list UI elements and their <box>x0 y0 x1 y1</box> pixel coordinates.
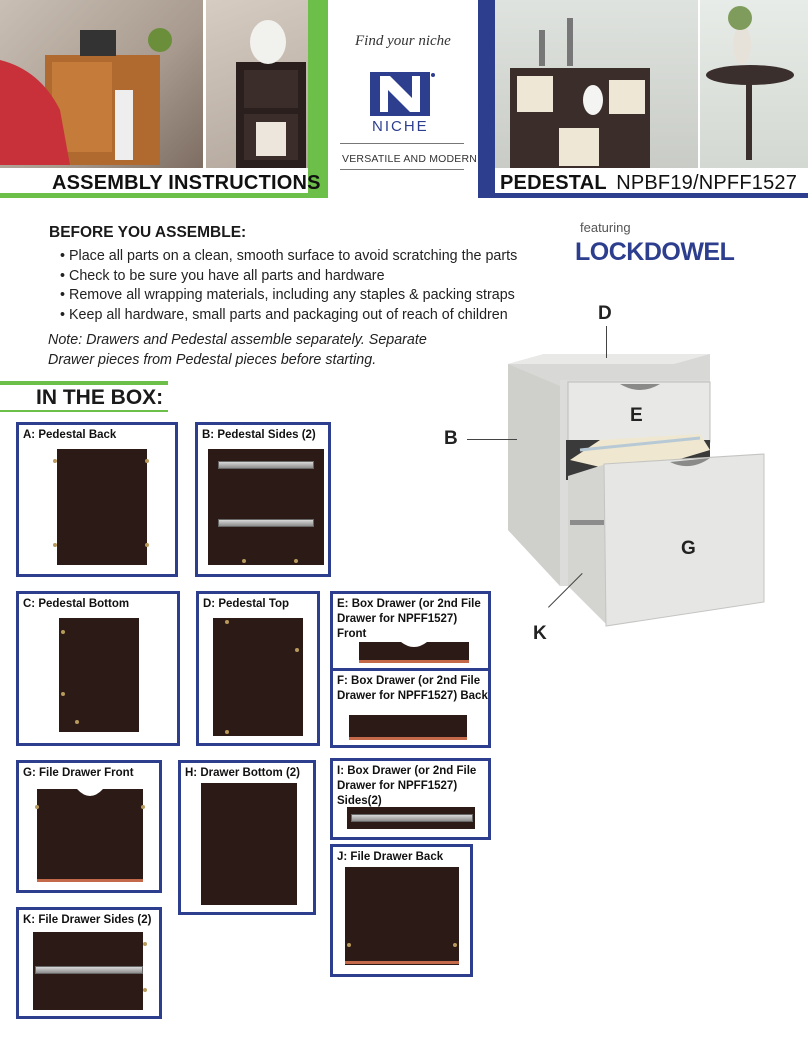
part-g-label: G: File Drawer Front <box>23 767 134 779</box>
green-accent-vertical <box>308 0 328 198</box>
part-j-board <box>345 867 459 965</box>
list-item: • Keep all hardware, small parts and packaging out of reach of children <box>60 306 517 326</box>
before-assemble-list <box>60 247 517 325</box>
part-a-label: A: Pedestal Back <box>23 429 117 441</box>
before-assemble-heading: BEFORE YOU ASSEMBLE: <box>49 224 247 241</box>
part-b-label: B: Pedestal Sides (2) <box>202 429 316 441</box>
part-b-drawer-slide <box>218 519 314 527</box>
part-k-drawer-slide <box>35 966 143 974</box>
part-i-label-line1: I: Box Drawer (or 2nd File <box>337 765 477 777</box>
part-b-dowel <box>294 559 298 563</box>
assembly-instructions-title: ASSEMBLY INSTRUCTIONS <box>52 172 321 194</box>
part-f-label-line1: F: Box Drawer (or 2nd File <box>337 675 481 687</box>
label-b: B <box>444 428 458 449</box>
list-item: • Check to be sure you have all parts and hardware <box>60 267 517 287</box>
note-line-2: Drawer pieces from Pedestal pieces before starting. <box>48 351 377 368</box>
part-i-drawer-slide <box>351 814 473 822</box>
part-c-box <box>16 591 180 746</box>
note-line-1: Note: Drawers and Pedestal assemble separately. Separate <box>48 332 427 348</box>
part-j-edge <box>345 961 459 964</box>
part-c-dowel <box>75 720 79 724</box>
pedestal-word: PEDESTAL <box>500 172 607 194</box>
leader-d <box>606 326 607 358</box>
part-g-board <box>37 789 143 887</box>
part-a-dowel <box>53 543 57 547</box>
part-e-label <box>337 597 488 642</box>
part-i-box <box>330 758 491 840</box>
part-e-board <box>359 642 469 666</box>
part-a-dowel <box>53 459 57 463</box>
lockdowel-logo: LOCKDOWEL <box>575 238 735 266</box>
cube-organizer-illustration <box>495 0 698 168</box>
label-g: G <box>681 538 696 559</box>
header-photo-cubes <box>495 0 698 168</box>
shelf-illustration <box>206 0 308 168</box>
part-a-board <box>57 449 147 565</box>
niche-logo-icon <box>370 72 436 118</box>
header-photo-table <box>700 0 808 168</box>
part-e-label-line1: E: Box Drawer (or 2nd File <box>337 598 481 610</box>
part-c-dowel <box>61 630 65 634</box>
part-f-board <box>349 715 467 739</box>
part-j-label: J: File Drawer Back <box>337 851 444 863</box>
side-table-illustration <box>700 0 808 168</box>
part-a-dowel <box>145 543 149 547</box>
brand-name: NICHE <box>372 118 429 135</box>
part-e-box <box>330 591 491 671</box>
part-h-label: H: Drawer Bottom (2) <box>185 767 301 779</box>
part-d-box <box>196 591 320 746</box>
label-d: D <box>598 303 612 324</box>
leader-b <box>467 439 517 440</box>
part-d-dowel <box>295 648 299 652</box>
part-f-label <box>337 674 488 704</box>
part-h-box <box>178 760 316 915</box>
part-j-box <box>330 844 473 977</box>
part-a-box <box>16 422 178 577</box>
part-g-box <box>16 760 162 893</box>
part-d-board <box>213 618 303 736</box>
part-f-label-line2: Drawer for NPFF1527) Back <box>337 690 488 702</box>
part-d-label: D: Pedestal Top <box>203 598 290 610</box>
part-c-label: C: Pedestal Bottom <box>23 598 130 610</box>
part-k-dowel <box>143 988 147 992</box>
model-numbers: NPBF19/NPFF1527 <box>616 172 798 194</box>
tagline: Find your niche <box>355 33 451 49</box>
label-k: K <box>533 623 547 644</box>
list-item: • Place all parts on a clean, smooth surface to avoid scratching the parts <box>60 247 517 267</box>
part-a-dowel <box>145 459 149 463</box>
part-k-label: K: File Drawer Sides (2) <box>23 914 152 926</box>
featuring-label: featuring <box>580 220 631 235</box>
part-g-dowel <box>141 805 145 809</box>
desk-chair-illustration <box>0 0 203 168</box>
part-j-dowel <box>453 943 457 947</box>
part-f-box <box>330 668 491 748</box>
pedestal-assembled-illustration <box>500 350 770 640</box>
part-g-dowel <box>35 805 39 809</box>
slogan: VERSATILE AND MODERN <box>342 153 478 165</box>
part-i-label <box>337 764 488 809</box>
header-photo-desk <box>0 0 203 168</box>
part-c-board <box>59 618 139 732</box>
slogan-rule-top <box>340 143 464 144</box>
part-c-dowel <box>61 692 65 696</box>
part-b-dowel <box>242 559 246 563</box>
part-h-board <box>201 783 297 905</box>
part-i-label-line2: Drawer for NPFF1527) Sides(2) <box>337 780 458 807</box>
navy-accent-vertical <box>478 0 495 198</box>
header-photo-shelf <box>206 0 308 168</box>
label-e: E <box>630 405 643 426</box>
part-k-box <box>16 907 162 1019</box>
in-the-box-heading: IN THE BOX: <box>36 386 164 409</box>
part-b-drawer-slide <box>218 461 314 469</box>
pedestal-title <box>500 172 797 195</box>
part-e-label-line2: Drawer for NPFF1527) Front <box>337 613 458 640</box>
separate-note <box>48 331 427 370</box>
in-box-green-line-bottom <box>0 410 168 412</box>
part-d-dowel <box>225 620 229 624</box>
part-f-edge <box>349 737 467 740</box>
in-box-green-line <box>0 381 168 385</box>
list-item: • Remove all wrapping materials, including any staples & packing straps <box>60 286 517 306</box>
part-d-dowel <box>225 730 229 734</box>
part-j-dowel <box>347 943 351 947</box>
part-b-box <box>195 422 331 577</box>
part-k-dowel <box>143 942 147 946</box>
slogan-rule-bottom <box>340 169 464 170</box>
